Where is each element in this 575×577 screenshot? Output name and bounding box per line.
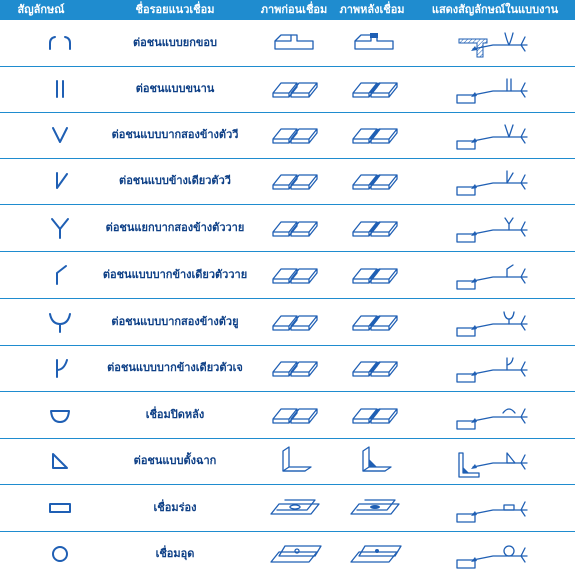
table-row xyxy=(0,531,575,577)
weld-name: ต่อชนแบบบากข้างเดียวตัววาย xyxy=(102,268,248,281)
drawing-symbol-illustration xyxy=(440,531,550,577)
after-weld-illustration xyxy=(340,299,410,345)
before-weld-illustration xyxy=(260,345,330,391)
after-weld-illustration xyxy=(340,485,410,531)
weld-name: ต่อชนแบบขนาน xyxy=(135,82,215,95)
table-row xyxy=(0,485,575,531)
table-row xyxy=(0,205,575,251)
u-butt-icon xyxy=(20,299,100,345)
table-row xyxy=(0,158,575,204)
after-weld-illustration xyxy=(340,158,410,204)
weld-name: ต่อชนแบบยกขอบ xyxy=(132,36,217,49)
drawing-symbol-illustration xyxy=(440,158,550,204)
weld-name: ต่อชนแบบบากสองข้างตัวยู xyxy=(111,315,239,328)
after-weld-illustration xyxy=(340,392,410,438)
table-row xyxy=(0,20,575,66)
header-symbol: สัญลักษณ์ xyxy=(17,3,65,16)
before-weld-illustration xyxy=(260,205,330,251)
after-weld-illustration xyxy=(340,252,410,298)
weld-name: ต่อชนแบบข้างเดียวตัววี xyxy=(119,174,231,187)
header-name: ชื่อรอยแนวเชื่อม xyxy=(135,3,215,16)
header-after: ภาพหลังเชื่อม xyxy=(339,3,405,16)
drawing-symbol-illustration xyxy=(440,438,550,484)
weld-name: เชื่อมร่อง xyxy=(153,501,197,514)
table-row xyxy=(0,252,575,298)
weld-name: ต่อชนแยกบากสองข้างตัววาย xyxy=(105,221,245,234)
header-drawing: แสดงสัญลักษณ์ในแบบงาน xyxy=(431,3,559,16)
table-row xyxy=(0,66,575,112)
bevel-butt-icon xyxy=(20,158,100,204)
weld-name: เชื่อมอุด xyxy=(155,547,195,560)
weld-name: เชื่อมปิดหลัง xyxy=(145,408,205,421)
before-weld-illustration xyxy=(260,66,330,112)
v-butt-icon xyxy=(20,112,100,158)
spot-weld-icon xyxy=(20,531,100,577)
slot-weld-icon xyxy=(20,485,100,531)
table-row xyxy=(0,392,575,438)
fillet-weld-icon xyxy=(20,438,100,484)
after-weld-illustration xyxy=(340,345,410,391)
before-weld-illustration xyxy=(260,485,330,531)
drawing-symbol-illustration xyxy=(440,345,550,391)
table-row xyxy=(0,345,575,391)
flanged-butt-icon xyxy=(20,20,100,66)
before-weld-illustration xyxy=(260,252,330,298)
table-row xyxy=(0,438,575,484)
drawing-symbol-illustration xyxy=(440,252,550,298)
before-weld-illustration xyxy=(260,392,330,438)
backing-weld-icon xyxy=(20,392,100,438)
table-row xyxy=(0,112,575,158)
before-weld-illustration xyxy=(260,112,330,158)
header-before: ภาพก่อนเชื่อม xyxy=(260,3,328,16)
after-weld-illustration xyxy=(340,531,410,577)
after-weld-illustration xyxy=(340,205,410,251)
drawing-symbol-illustration xyxy=(440,392,550,438)
weld-name: ต่อชนแบบตั้งฉาก xyxy=(133,454,217,467)
square-butt-icon xyxy=(20,66,100,112)
drawing-symbol-illustration xyxy=(440,66,550,112)
drawing-symbol-illustration xyxy=(440,205,550,251)
after-weld-illustration xyxy=(340,66,410,112)
table-row xyxy=(0,299,575,345)
before-weld-illustration xyxy=(260,438,330,484)
half-y-butt-icon xyxy=(20,252,100,298)
after-weld-illustration xyxy=(340,438,410,484)
drawing-symbol-illustration xyxy=(440,112,550,158)
j-butt-icon xyxy=(20,345,100,391)
before-weld-illustration xyxy=(260,531,330,577)
drawing-symbol-illustration xyxy=(440,485,550,531)
weld-name: ต่อชนแบบบากสองข้างตัววี xyxy=(111,128,239,141)
after-weld-illustration xyxy=(340,112,410,158)
weld-name: ต่อชนแบบบากข้างเดียวตัวเจ xyxy=(107,361,243,374)
before-weld-illustration xyxy=(260,299,330,345)
before-weld-illustration xyxy=(260,158,330,204)
y-butt-icon xyxy=(20,205,100,251)
table-header xyxy=(0,0,575,20)
after-weld-illustration xyxy=(340,20,410,66)
before-weld-illustration xyxy=(260,20,330,66)
drawing-symbol-illustration xyxy=(440,299,550,345)
drawing-symbol-illustration xyxy=(440,20,550,66)
